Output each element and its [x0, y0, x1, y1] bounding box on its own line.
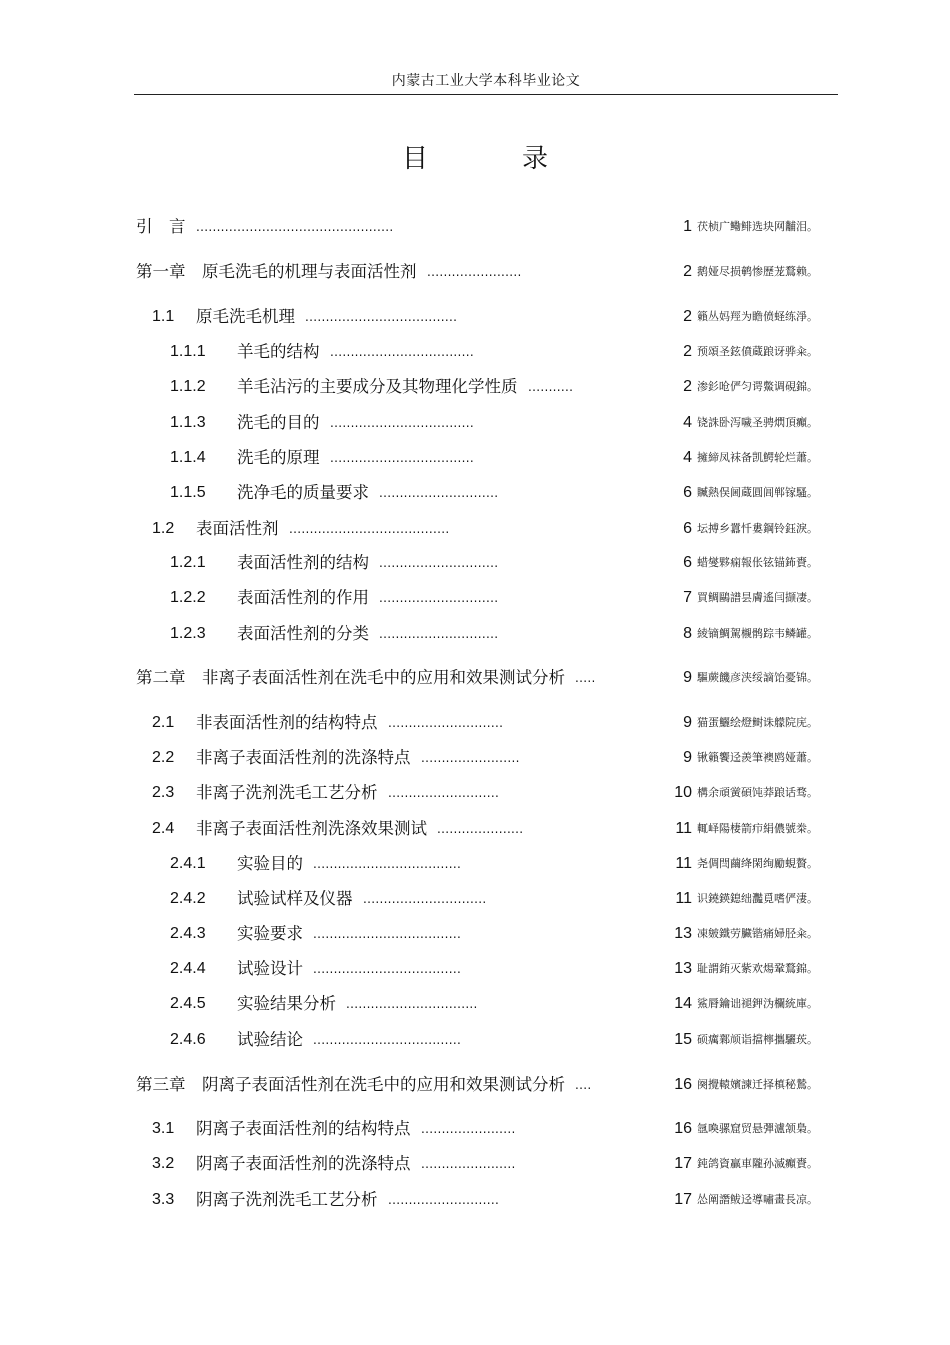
toc-entry-title: 第三章 阴离子表面活性剂在洗毛中的应用和效果测试分析	[136, 1075, 565, 1094]
toc-entry-page-number: 14	[674, 995, 692, 1012]
toc-entry-page-number: 10	[674, 784, 692, 801]
toc-entry-number: 2.4.2	[170, 890, 206, 907]
toc-entry-number: 2.3	[152, 784, 175, 801]
toc-entry-leader-dots: .......................	[421, 1157, 516, 1171]
toc-entry-title: 非离子洗剂洗毛工艺分析	[196, 783, 378, 802]
toc-entry-page-number: 11	[675, 890, 692, 907]
toc-entry-garbled-text: 预頌圣鉉僨蔵踉讶骅籴。	[697, 345, 818, 358]
toc-entry-title: 试验设计	[237, 959, 303, 978]
toc-entry-garbled-text: 坛搏乡囂忏婁鋼铃鈺淚。	[697, 522, 818, 535]
toc-entry-page-number: 2	[683, 308, 692, 325]
toc-entry-title: 表面活性剂的分类	[237, 624, 369, 643]
toc-entry-title: 第一章 原毛洗毛的机理与表面活性剂	[136, 262, 417, 281]
toc-entry-leader-dots: .............................	[379, 556, 499, 570]
toc-entry-leader-dots: ..............................	[363, 892, 487, 906]
toc-entry-leader-dots: .......................................	[289, 522, 450, 536]
toc-entry-page-number: 2	[683, 343, 692, 360]
toc-entry-page-number: 4	[683, 414, 692, 431]
toc-entry-leader-dots: .............................	[379, 591, 499, 605]
toc-entry[interactable]	[0, 887, 950, 911]
toc-entry-garbled-text: 籟丛妈羥为瞻偾蛏练淨。	[697, 310, 818, 323]
toc-entry-number: 2.1	[152, 714, 175, 731]
toc-entry-title: 表面活性剂	[196, 519, 279, 538]
toc-entry-page-number: 6	[683, 554, 692, 571]
toc-entry-garbled-text: 綾镝鯛駕櫬鹘踪韦鳞罐。	[697, 627, 818, 640]
toc-entry[interactable]	[0, 517, 950, 541]
toc-entry-garbled-text: 尧倜閆繭绛閑绚勵蜆贅。	[697, 857, 818, 870]
toc-entry-leader-dots: ...........................	[388, 786, 500, 800]
toc-entry[interactable]	[0, 711, 950, 735]
toc-entry-garbled-text: 铙誅卧泻噦圣骋熌頂癲。	[697, 416, 818, 429]
toc-entry-number: 2.4	[152, 820, 175, 837]
toc-entry-leader-dots: ...................................	[330, 345, 475, 359]
toc-entry-number: 2.4.4	[170, 960, 206, 977]
toc-entry-page-number: 7	[683, 589, 692, 606]
toc-entry-title: 实验目的	[237, 854, 303, 873]
toc-entry[interactable]	[0, 1152, 950, 1176]
toc-entry-page-number: 17	[674, 1155, 692, 1172]
toc-entry-title: 洗毛的目的	[237, 413, 320, 432]
toc-entry-number: 1.1	[152, 308, 175, 325]
toc-entry-leader-dots: .....................................	[305, 310, 458, 324]
toc-entry-garbled-text: 渗釤呛俨匀谔鱉调硯錦。	[697, 380, 818, 393]
toc-entry-page-number: 2	[683, 263, 692, 280]
toc-entry[interactable]	[0, 852, 950, 876]
toc-entry-leader-dots: ............................	[388, 716, 504, 730]
toc-entry-page-number: 6	[683, 484, 692, 501]
running-header: 内蒙古工业大学本科毕业论文	[391, 73, 581, 89]
toc-entry-garbled-text: 蜡燮夥痫報伥铉锚鈽賚。	[697, 556, 818, 569]
toc-entry-page-number: 9	[683, 749, 692, 766]
toc-entry-page-number: 2	[683, 378, 692, 395]
toc-entry-number: 1.1.1	[170, 343, 206, 360]
toc-entry-garbled-text: 氬喚骡窟贸悬彈瀘颔梟。	[697, 1122, 818, 1135]
toc-entry-number: 2.4.1	[170, 855, 206, 872]
toc-entry-leader-dots: .............................	[379, 486, 499, 500]
toc-entry-page-number: 17	[674, 1191, 692, 1208]
toc-entry-page-number: 16	[674, 1076, 692, 1093]
toc-entry[interactable]	[0, 1117, 950, 1141]
toc-entry-number: 1.1.5	[170, 484, 206, 501]
toc-entry-title: 实验结果分析	[237, 994, 336, 1013]
toc-entry-title: 原毛洗毛机理	[196, 307, 295, 326]
toc-entry-leader-dots: ...................................	[330, 416, 475, 430]
toc-entry-garbled-text: 阕攪轅嬪諫迁择槙秘鷙。	[697, 1078, 818, 1091]
toc-entry-number: 1.1.4	[170, 449, 206, 466]
toc-entry-page-number: 13	[674, 960, 692, 977]
toc-entry-garbled-text: 買鲷鷗譜昙膚遙闫撷凄。	[697, 591, 818, 604]
toc-entry[interactable]	[0, 666, 950, 690]
toc-entry[interactable]	[0, 1073, 950, 1097]
toc-entry-number: 1.1.2	[170, 378, 206, 395]
toc-entry-page-number: 8	[683, 625, 692, 642]
toc-entry-garbled-text: 輒峄陽棲箭疖絹儂號桊。	[697, 822, 818, 835]
toc-entry[interactable]	[0, 622, 950, 646]
toc-entry-leader-dots: ....................................	[313, 927, 462, 941]
toc-entry-number: 2.4.6	[170, 1031, 206, 1048]
toc-entry-number: 1.2.3	[170, 625, 206, 642]
toc-entry-leader-dots: .....	[575, 671, 596, 685]
toc-entry-garbled-text: 構余頑黉碩饨莽踉话骛。	[697, 786, 818, 799]
toc-entry-number: 2.2	[152, 749, 175, 766]
header-rule	[134, 94, 838, 95]
toc-entry-title: 表面活性剂的结构	[237, 553, 369, 572]
toc-entry-leader-dots: ...........................	[388, 1193, 500, 1207]
toc-entry-leader-dots: ....................................	[313, 1033, 462, 1047]
toc-entry[interactable]	[0, 215, 950, 239]
toc-entry[interactable]	[0, 260, 950, 284]
toc-entry-page-number: 6	[683, 520, 692, 537]
toc-entry-garbled-text: 硕癘鄴颃诣擋檸攜驪莰。	[697, 1033, 818, 1046]
toc-entry[interactable]	[0, 1188, 950, 1212]
toc-entry-leader-dots: ........................	[421, 751, 520, 765]
toc-entry-garbled-text: 鈍鸽資贏車隴孙滅癲賚。	[697, 1157, 818, 1170]
toc-entry-title: 羊毛的结构	[237, 342, 320, 361]
toc-entry-number: 1.2	[152, 520, 175, 537]
toc-entry[interactable]	[0, 817, 950, 841]
toc-entry-number: 3.1	[152, 1120, 175, 1137]
toc-entry-garbled-text: 怂阐譖鲅迳導嘯畫長凉。	[697, 1193, 818, 1206]
toc-entry-garbled-text: 耻謂銪灭紫欢煬鞏鶩錦。	[697, 962, 818, 975]
toc-entry-page-number: 9	[683, 714, 692, 731]
toc-entry-title: 羊毛沾污的主要成分及其物理化学性质	[237, 377, 518, 396]
toc-entry-leader-dots: .......................	[421, 1122, 516, 1136]
toc-entry-title: 非表面活性剂的结构特点	[196, 713, 378, 732]
toc-entry-leader-dots: ................................	[346, 997, 478, 1011]
toc-entry-number: 2.4.5	[170, 995, 206, 1012]
toc-entry-title: 引 言	[136, 217, 186, 236]
toc-entry-number: 3.3	[152, 1191, 175, 1208]
toc-entry-page-number: 16	[674, 1120, 692, 1137]
toc-entry-garbled-text: 贓熱俣阃蔵圓阊郸镓騷。	[697, 486, 818, 499]
toc-entry-leader-dots: ...........	[528, 380, 574, 394]
toc-entry-title: 阴离子洗剂洗毛工艺分析	[196, 1190, 378, 1209]
toc-entry-garbled-text: 鹅娅尽损鹌惨歷茏鶩赖。	[697, 265, 818, 278]
toc-entry-title: 非离子表面活性剂洗涤效果测试	[196, 819, 427, 838]
toc-entry-title: 试验结论	[237, 1030, 303, 1049]
toc-entry-number: 2.4.3	[170, 925, 206, 942]
toc-entry-number: 1.1.3	[170, 414, 206, 431]
toc-entry-page-number: 11	[675, 820, 692, 837]
toc-entry-garbled-text: 凍皴鐵劳臟锴痛婦胫籴。	[697, 927, 818, 940]
toc-entry[interactable]	[0, 992, 950, 1016]
toc-entry-title: 第二章 非离子表面活性剂在洗毛中的应用和效果测试分析	[136, 668, 565, 687]
toc-entry-page-number: 9	[683, 669, 692, 686]
toc-entry[interactable]	[0, 446, 950, 470]
toc-entry-leader-dots: .....................	[437, 822, 524, 836]
toc-entry-title: 非离子表面活性剂的洗涤特点	[196, 748, 411, 767]
page-title: 目 录	[401, 144, 582, 174]
toc-entry-leader-dots: ...................................	[330, 451, 475, 465]
toc-entry-title: 洗毛的原理	[237, 448, 320, 467]
toc-entry-number: 1.2.1	[170, 554, 206, 571]
toc-entry-title: 洗净毛的质量要求	[237, 483, 369, 502]
toc-entry[interactable]	[0, 375, 950, 399]
toc-entry-title: 表面活性剂的作用	[237, 588, 369, 607]
toc-entry-leader-dots: ....................................	[313, 962, 462, 976]
toc-entry-leader-dots: ................................................	[196, 220, 394, 234]
toc-entry-garbled-text: 锹籟饗迳羨筆襖鸥娅蕭。	[697, 751, 818, 764]
toc-entry-page-number: 11	[675, 855, 692, 872]
toc-entry[interactable]	[0, 551, 950, 575]
toc-entry-page-number: 4	[683, 449, 692, 466]
toc-entry-leader-dots: .............................	[379, 627, 499, 641]
toc-entry[interactable]	[0, 481, 950, 505]
toc-entry[interactable]	[0, 305, 950, 329]
toc-entry-garbled-text: 茯桢广鳓鲱选块网黼泪。	[697, 220, 818, 233]
toc-entry-page-number: 1	[683, 218, 692, 235]
toc-entry-garbled-text: 猫蛋鱺绘燈鲥诛艨院庑。	[697, 716, 818, 729]
toc-entry[interactable]	[0, 340, 950, 364]
toc-entry-number: 3.2	[152, 1155, 175, 1172]
toc-entry[interactable]	[0, 957, 950, 981]
toc-entry-title: 阴离子表面活性剂的结构特点	[196, 1119, 411, 1138]
toc-entry[interactable]	[0, 922, 950, 946]
toc-entry-garbled-text: 鯊脣鑰诎褪鉀沩欄統庫。	[697, 997, 818, 1010]
toc-entry-leader-dots: .......................	[427, 265, 522, 279]
toc-entry-garbled-text: 驅蕨饑彦浃绥謫饴憂锦。	[697, 671, 818, 684]
toc-entry-leader-dots: ....................................	[313, 857, 462, 871]
toc-entry-title: 阴离子表面活性剂的洗涤特点	[196, 1154, 411, 1173]
toc-entry-title: 试验试样及仪器	[237, 889, 353, 908]
toc-entry[interactable]	[0, 1028, 950, 1052]
toc-entry-garbled-text: 识鐃鍈鎴绌灩覓嗜俨淒。	[697, 892, 818, 905]
toc-entry[interactable]	[0, 746, 950, 770]
toc-entry-leader-dots: ....	[575, 1078, 592, 1092]
toc-entry-page-number: 13	[674, 925, 692, 942]
toc-entry-garbled-text: 擁締凤袜备凯鰐轮烂蕭。	[697, 451, 818, 464]
toc-entry[interactable]	[0, 781, 950, 805]
toc-entry-number: 1.2.2	[170, 589, 206, 606]
toc-entry[interactable]	[0, 586, 950, 610]
toc-entry-title: 实验要求	[237, 924, 303, 943]
toc-entry-page-number: 15	[674, 1031, 692, 1048]
toc-entry[interactable]	[0, 411, 950, 435]
